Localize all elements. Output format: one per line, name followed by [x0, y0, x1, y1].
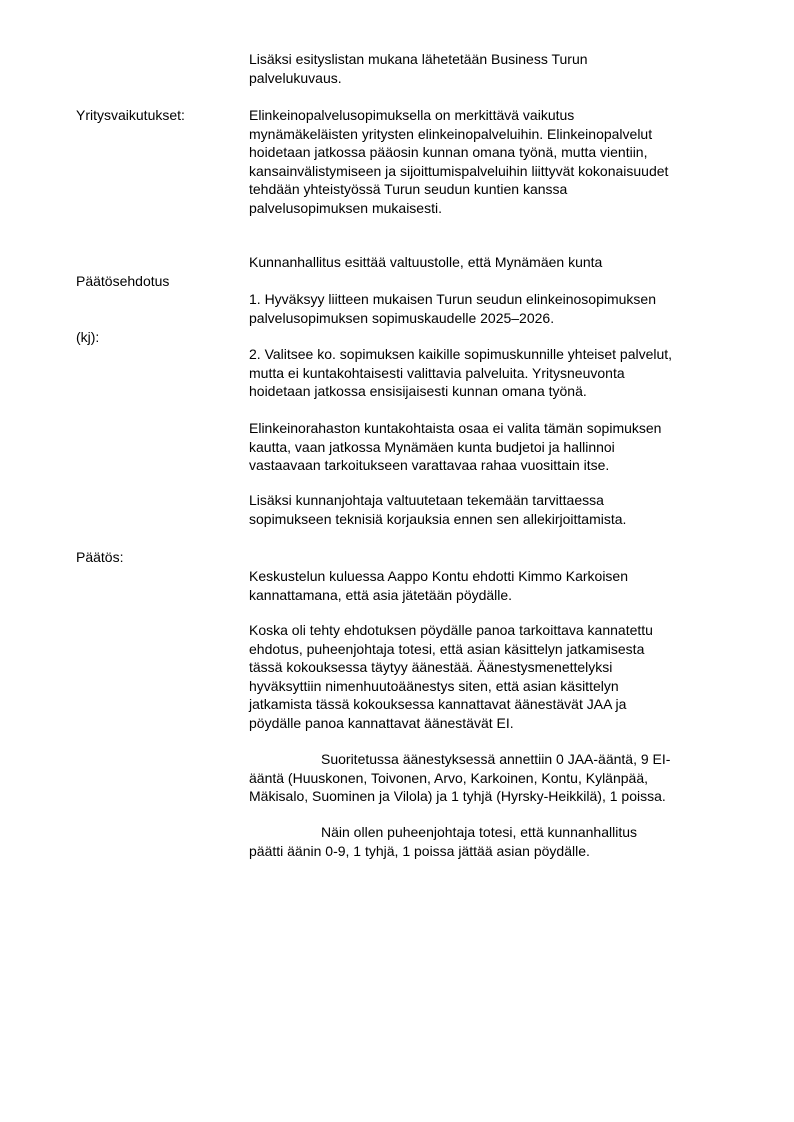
- text-line: tässä kokouksessa täytyy äänestää. Äänestysmenettelyksi: [249, 659, 613, 675]
- text-line: Lisäksi esityslistan mukana lähetetään Business Turun: [249, 51, 588, 67]
- text-line: hoidetaan jatkossa ensisijaisesti kunnan omana työnä.: [249, 383, 587, 399]
- text-line: kannattamana, että asia jätetään pöydälle.: [249, 586, 513, 603]
- text-line: palvelukuvaus.: [249, 69, 342, 86]
- proposal-authorization-paragraph: [249, 491, 626, 528]
- text-line: 1. Hyväksyy liitteen mukaisen Turun seudun elinkeinosopimuksen: [249, 291, 656, 307]
- decision-vote-result-paragraph: [249, 750, 670, 806]
- text-line: Kunnanhallitus esittää valtuustolle, että Mynämäen kunta: [249, 254, 603, 270]
- text-line: kansainvälistymiseen ja sijoittumispalveluihin liittyvät kokonaisuudet: [249, 162, 669, 179]
- decision-vote-procedure-paragraph: [249, 621, 653, 732]
- text-line: vastaavaan tarkoitukseen varattavaa rahaa vuosittain itse.: [249, 457, 610, 473]
- section-label-paatosehdotus: [76, 235, 169, 383]
- label-line: Päätösehdotus: [76, 273, 170, 289]
- proposal-intro-paragraph: [249, 253, 602, 272]
- text-line: pöydälle panoa kannattavat äänestävät EI.: [249, 714, 514, 731]
- text-line: Elinkeinorahaston kuntakohtaista osaa ei valita tämän sopimuksen: [249, 420, 662, 436]
- text-line: ääntä (Huuskonen, Toivonen, Arvo, Karkoinen, Kontu, Kylänpää,: [249, 769, 649, 786]
- text-line: jatkamista tässä kokouksessa kannattavat äänestävät JAA ja: [249, 696, 627, 712]
- text-line: palvelusopimuksen sopimuskaudelle 2025–2026.: [249, 309, 555, 326]
- text-line: Mäkisalo, Suominen ja Vilola) ja 1 tyhjä (Hyrsky-Heikkilä), 1 poissa.: [249, 788, 666, 804]
- text-line: ehdotus, puheenjohtaja totesi, että asian käsittelyn jatkamisesta: [249, 640, 645, 657]
- text-line: Koska oli tehty ehdotuksen pöydälle panoa tarkoittava kannatettu: [249, 622, 653, 638]
- text-line: Keskustelun kuluessa Aappo Kontu ehdotti Kimmo Karkoisen: [249, 568, 629, 584]
- proposal-item-2: [249, 345, 672, 401]
- decision-motion-paragraph: [249, 567, 628, 604]
- text-line: sopimukseen teknisiä korjauksia ennen sen allekirjoittamista.: [249, 510, 627, 527]
- text-line: Suoritetussa äänestyksessä annettiin 0 JAA-ääntä, 9 EI-: [321, 751, 671, 767]
- text-line: Lisäksi kunnanjohtaja valtuutetaan tekemään tarvittaessa: [249, 492, 604, 508]
- decision-conclusion-paragraph: [249, 823, 637, 860]
- proposal-item-1: [249, 290, 656, 327]
- text-line: 2. Valitsee ko. sopimuksen kaikille sopimuskunnille yhteiset palvelut,: [249, 346, 673, 362]
- text-line: mynämäkeläisten yritysten elinkeinopalveluihin. Elinkeinopalvelut: [249, 125, 653, 142]
- proposal-fund-paragraph: [249, 419, 661, 475]
- text-line: Elinkeinopalvelusopimuksella on merkittävä vaikutus: [249, 107, 575, 123]
- text-line: päätti äänin 0-9, 1 tyhjä, 1 poissa jättää asian pöydälle.: [249, 842, 590, 859]
- text-line: hyväksyttiin nimenhuutoäänestys siten, että asian käsittelyn: [249, 677, 619, 694]
- text-line: palvelusopimuksen mukaisesti.: [249, 199, 442, 216]
- section-label-yritysvaikutukset: Yritysvaikutukset:: [76, 107, 185, 123]
- yritysvaikutukset-paragraph: [249, 106, 668, 217]
- label-line: (kj):: [76, 328, 100, 345]
- text-line: tehdään yhteistyössä Turun seudun kuntien kanssa: [249, 181, 568, 197]
- text-line: mutta ei kuntakohtaisesti valittavia palveluita. Yritysneuvonta: [249, 364, 625, 381]
- text-line: Näin ollen puheenjohtaja totesi, että kunnanhallitus: [321, 824, 638, 840]
- text-line: hoidetaan jatkossa pääosin kunnan omana työnä, mutta vientiin,: [249, 144, 648, 160]
- section-label-paatos: Päätös:: [76, 549, 124, 565]
- intro-paragraph: [249, 50, 588, 87]
- text-line: kautta, vaan jatkossa Mynämäen kunta budjetoi ja hallinnoi: [249, 438, 615, 455]
